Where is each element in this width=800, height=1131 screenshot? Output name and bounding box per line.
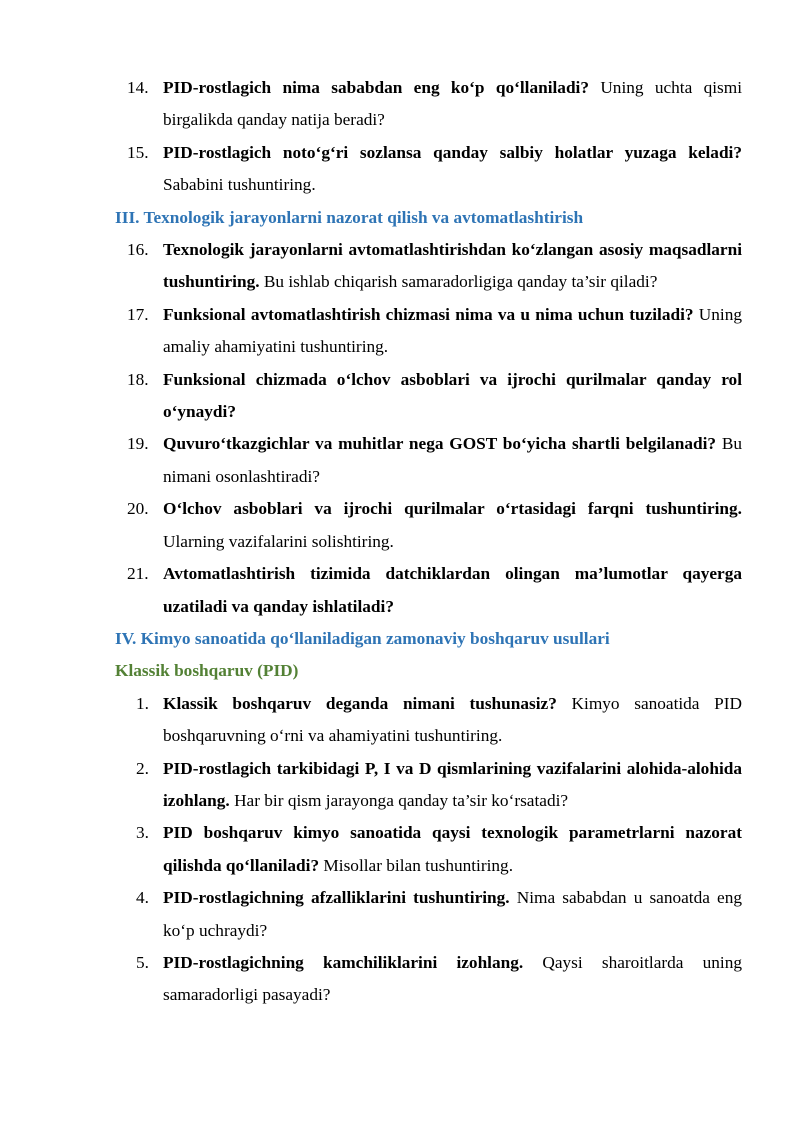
question-number: 16. [127, 240, 149, 260]
question-1 [136, 688, 742, 753]
question-16 [127, 234, 742, 299]
question-text: Qaysi sharoitlarda uning samaradorligi pasayadi? [163, 952, 742, 1005]
question-4 [136, 882, 742, 947]
question-bold: PID-rostlagichning afzalliklarini tushuntiring. [163, 888, 510, 908]
question-bold: Funksional avtomatlashtirish chizmasi nima va u nima uchun tuziladi? [163, 304, 694, 324]
question-bold: Texnologik jarayonlarni avtomatlashtirishdan ko‘zlangan asosiy maqsadlarni tushuntiring. [163, 240, 742, 292]
question-20 [127, 493, 742, 558]
question-number: 4. [136, 888, 149, 908]
question-text: Uning amaliy ahamiyatini tushuntiring. [163, 304, 742, 357]
question-bold: Klassik boshqaruv deganda nimani tushunasiz? [163, 693, 557, 713]
question-bold: O‘lchov asboblari va ijrochi qurilmalar o‘rtasidagi farqni tushuntiring. [163, 499, 742, 519]
question-14 [127, 72, 742, 137]
question-number: 17. [127, 304, 149, 324]
question-text: Uning uchta qismi birgalikda qanday natija beradi? [163, 78, 742, 130]
question-bold: PID boshqaruv kimyo sanoatida qaysi texnologik parametrlarni nazorat qilishda qo‘llaniladi? [163, 823, 742, 875]
question-text: Sababini tushuntiring. [163, 175, 316, 195]
question-number: 14. [127, 78, 149, 97]
question-text: Har bir qism jarayonga qanday ta’sir ko‘rsatadi? [229, 790, 569, 810]
question-bold: Funksional chizmada o‘lchov asboblari va ijrochi qurilmalar qanday rol o‘ynaydi? [163, 369, 742, 422]
section-heading-iv: IV. Kimyo sanoatida qo‘llaniladigan zamonaviy boshqaruv usullari [115, 628, 610, 648]
question-text: Bu ishlab chiqarish samaradorligiga qanday ta’sir qiladi? [259, 272, 658, 292]
question-2 [136, 753, 742, 818]
question-number: 3. [136, 823, 149, 843]
question-number: 15. [127, 142, 149, 162]
question-18 [127, 364, 742, 429]
question-3 [136, 817, 742, 882]
question-bold: Quvuro‘tkazgichlar va muhitlar nega GOST bo‘yicha shartli belgilanadi? [163, 434, 717, 454]
question-21 [127, 558, 742, 623]
section-heading-iii: III. Texnologik jarayonlarni nazorat qilish va avtomatlashtirish [115, 207, 584, 227]
question-5 [136, 947, 742, 1012]
question-bold: PID-rostlagich noto‘g‘ri sozlansa qanday salbiy holatlar yuzaga keladi? [163, 142, 742, 162]
question-19 [127, 428, 742, 493]
question-number: 21. [127, 564, 149, 584]
question-text: Kimyo sanoatida PID boshqaruvning o‘rni va ahamiyatini tushuntiring. [163, 693, 742, 746]
question-text: Misollar bilan tushuntiring. [319, 855, 514, 875]
question-bold: PID-rostlagich nima sababdan eng ko‘p qo‘llaniladi? [163, 78, 589, 97]
question-bold: PID-rostlagich tarkibidagi P, I va D qismlarining vazifalarini alohida-alohida izohlang. [163, 758, 742, 810]
question-number: 1. [136, 693, 149, 713]
question-text: Ularning vazifalarini solishtiring. [163, 531, 394, 551]
question-text: Bu nimani osonlashtiradi? [163, 434, 742, 486]
question-number: 19. [127, 434, 149, 454]
question-bold: Avtomatlashtirish tizimida datchiklardan olingan ma’lumotlar qayerga uzatiladi va qanday ishlatiladi? [163, 564, 742, 616]
question-17 [127, 299, 742, 364]
question-bold: PID-rostlagichning kamchiliklarini izohlang. [163, 952, 524, 972]
question-15 [127, 137, 742, 202]
question-number: 20. [127, 499, 149, 519]
question-number: 5. [136, 952, 149, 972]
subsection-heading: Klassik boshqaruv (PID) [115, 661, 299, 681]
question-number: 18. [127, 369, 149, 389]
question-number: 2. [136, 758, 149, 778]
question-text: Nima sababdan u sanoatda eng ko‘p uchraydi? [163, 888, 742, 940]
